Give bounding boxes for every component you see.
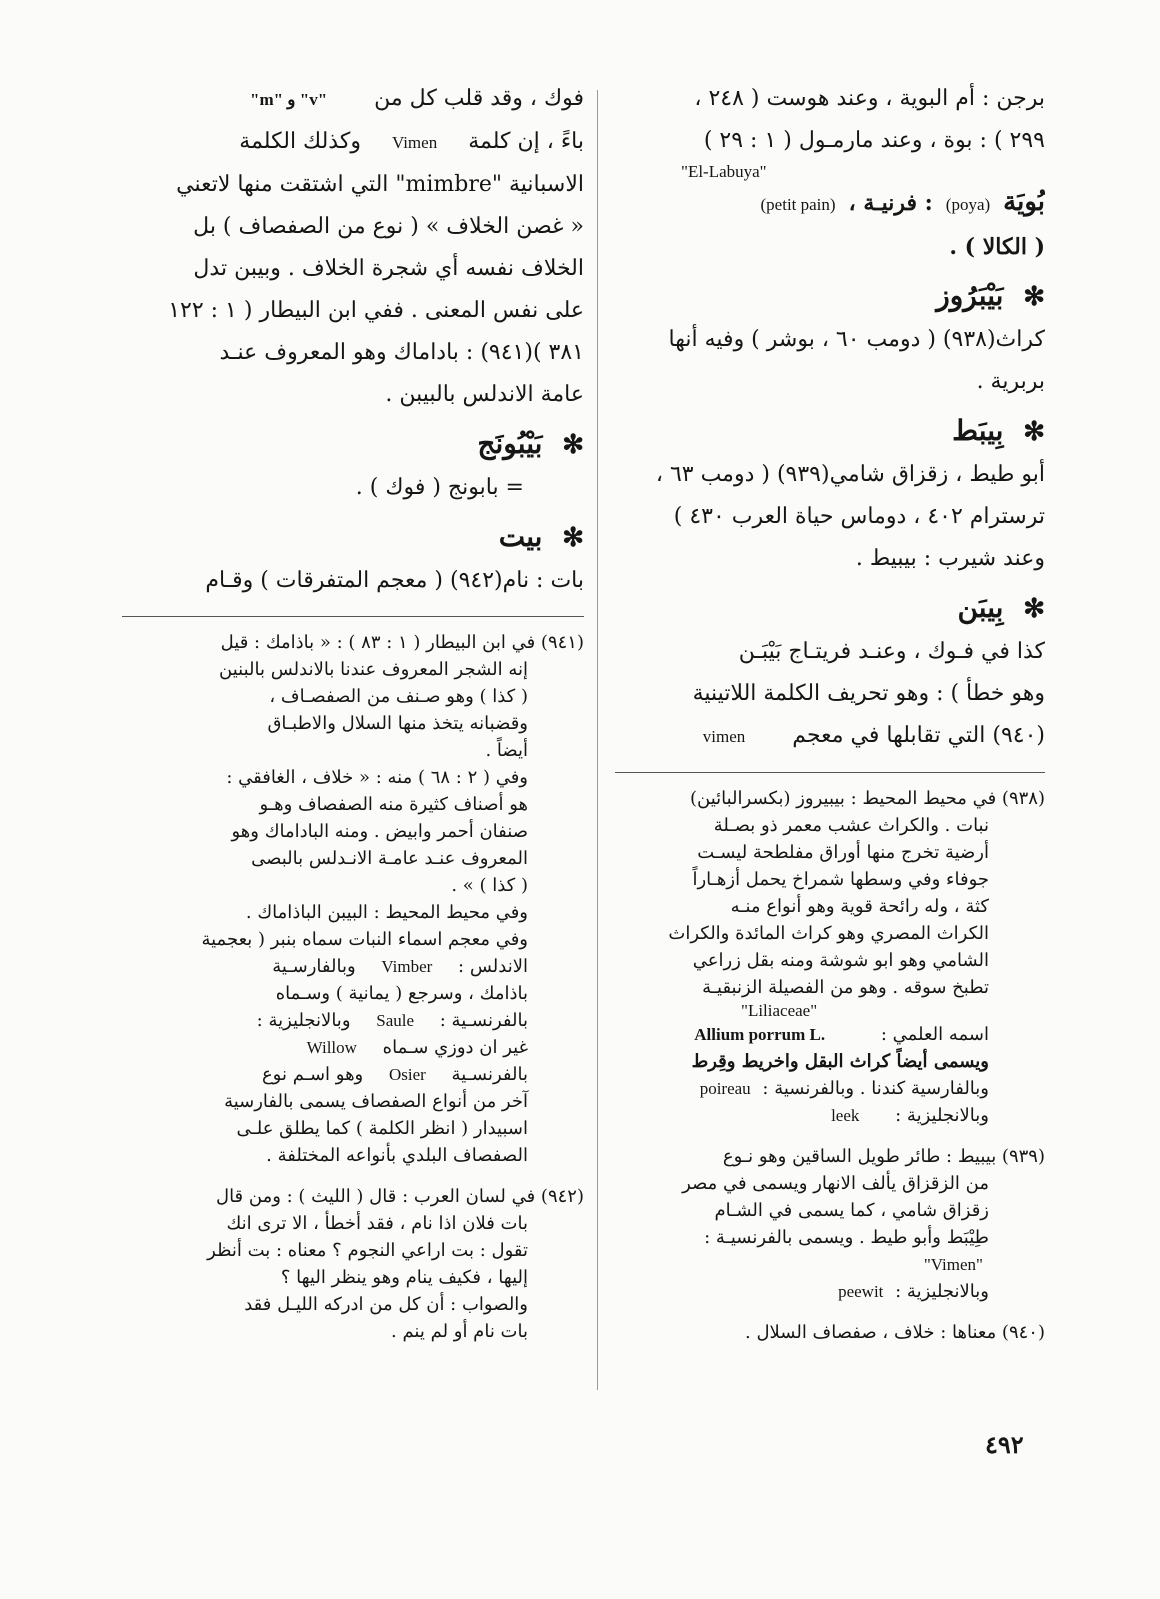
footnote-line: وفي ( ٢ : ٦٨ ) منه : « خلاف ، الغافقي : [226, 767, 528, 788]
text-line: على نفس المعنى . ففي ابن البيطار ( ١ : ١٢٢ [168, 298, 584, 323]
text-fragment: اسمه العلمي : [880, 1024, 989, 1045]
text-line: ( الكالا ) . [949, 234, 1045, 260]
latin-term: poireau [699, 1079, 751, 1098]
footnote-line: (٩٤٢) في لسان العرب : قال ( الليث ) : ومن قال [215, 1186, 584, 1207]
text-fragment: (٩٤٠) التي تقابلها في معجم [792, 723, 1045, 748]
text-fragment: وبالانجليزية : [895, 1105, 989, 1126]
right-column [615, 78, 1045, 1346]
text-fragment: غير ان دوزي سـماه [382, 1037, 528, 1058]
footnote-line [615, 1021, 1045, 1048]
footnote-line: ( كذا ) وهو صـنف من الصفصـاف ، [269, 686, 528, 707]
footnote-line [122, 1007, 584, 1034]
headword-text: بِيبَن [957, 591, 1004, 624]
text-line: وهو خطأ ) : وهو تحريف الكلمة اللاتينية [692, 681, 1045, 706]
footnote-line [122, 953, 584, 980]
asterisk-icon: ✻ [562, 523, 584, 553]
footnote-line: (٩٤١) في ابن البيطار ( ١ : ٨٣ ) : « باذامك : قيل [220, 632, 584, 653]
latin-term: Willow [306, 1038, 357, 1057]
spacer [122, 1169, 584, 1183]
text-line: « غصن الخلاف » ( نوع من الصفصاف ) بل [193, 214, 584, 239]
latin-term: Vimen [391, 133, 438, 152]
text-line: كذا في فـوك ، وعنـد فريتـاج بَيْبَـن [738, 639, 1045, 664]
text-line: = بابونج ( فوك ) . [355, 475, 524, 500]
latin-term: "El-Labuya" [681, 162, 767, 181]
footnote-line: إنه الشجر المعروف عندنا بالاندلس بالبنين [219, 659, 528, 680]
text-fragment: بالفرنسـية [451, 1064, 528, 1085]
footnote-line [615, 1001, 1045, 1021]
footnote-line: ( كذا ) » . [451, 875, 528, 896]
text-line: ٣٨١ )(٩٤١) : باداماك وهو المعروف عنـد [219, 340, 584, 365]
footnote-line: وفي محيط المحيط : البيبن الباذاماك . [245, 902, 528, 923]
footnote-line: إليها ، فكيف ينام وهو ينظر اليها ؟ [280, 1267, 528, 1288]
footnote-line [615, 1102, 1045, 1129]
text-fragment: الاندلس : [458, 956, 528, 977]
footnote-line: (٩٣٩) بيبيط : طائر طويل الساقين وهو نـوع [722, 1146, 1045, 1167]
footnote-separator [615, 772, 1045, 773]
latin-term: "m" و "v" [250, 90, 328, 109]
text-fragment: وبالفارسية كندنا . وبالفرنسية : [762, 1078, 989, 1099]
headword-text: بَيْبُونَج [477, 427, 543, 460]
footnote-line: أيضاً . [485, 740, 528, 761]
text-line [615, 715, 1045, 758]
text-fragment: فوك ، وقد قلب كل من [374, 86, 584, 111]
text-line: كراث(٩٣٨) ( دومب ٦٠ ، بوشر ) وفيه أنها [668, 327, 1045, 352]
footnote-line: جوفاء وفي وسطها شمراخ يحمل أزهـاراً [692, 869, 989, 890]
footnote-line: المعروف عنـد عامـة الانـدلس بالبصى [251, 848, 528, 869]
latin-term: (petit pain) [760, 195, 836, 214]
asterisk-icon: ✻ [1023, 282, 1045, 312]
spacer [615, 1129, 1045, 1143]
text-line: عامة الاندلس بالبيبن . [385, 382, 584, 407]
text-line [615, 162, 1045, 181]
text-line: ترسترام ٤٠٢ ، دوماس حياة العرب ٤٣٠ ) [673, 504, 1045, 529]
text-line: برجن : أم البوية ، وعند هوست ( ٢٤٨ ، [694, 86, 1045, 111]
footnote-line: صنفان أحمر وابيض . ومنه الباداماك وهو [231, 821, 528, 842]
spacer [615, 1305, 1045, 1319]
footnote-line: بات فلان اذا نام ، فقد أخطأ ، الا ترى انك [226, 1213, 528, 1234]
latin-term: leek [831, 1106, 860, 1125]
latin-term: "Vimen" [923, 1255, 983, 1274]
text-fragment: وكذلك الكلمة [239, 129, 361, 154]
headword-text: بِيبَط [952, 414, 1004, 447]
latin-term: (poya) [945, 195, 991, 214]
footnote-line: وفي معجم اسماء النبات سماه بنبر ( بعجمية [201, 929, 528, 950]
text-line [122, 78, 584, 121]
text-line: أبو طيط ، زقزاق شامي(٩٣٩) ( دومب ٦٣ ، [655, 462, 1045, 487]
latin-term: Vimber [381, 957, 433, 976]
text-fragment: وهو اسـم نوع [261, 1064, 364, 1085]
footnote-line: الكراث المصري وهو كراث المائدة والكراث [668, 923, 989, 944]
latin-term: "Liliaceae" [741, 1001, 818, 1020]
text-fragment: باءً ، إن كلمة [468, 129, 584, 154]
footnote-line [615, 1278, 1045, 1305]
text-line: بربرية . [976, 369, 1045, 394]
text-fragment: وبالفارسـية [272, 956, 356, 977]
footnote-line: (٩٣٨) في محيط المحيط : بيبيروز (بكسرالبائين) [689, 788, 1045, 809]
text-fragment: : فرنيـة ، [848, 190, 933, 216]
page-number: ٤٩٢ [985, 1430, 1024, 1459]
footnote-line: وقضبانه يتخذ منها السلال والاطبـاق [267, 713, 528, 734]
latin-term: peewit [838, 1282, 884, 1301]
footnote-line: الشامي وهو ابو شوشة ومنه بقل زراعي [692, 950, 989, 971]
footnote-line: من الزقزاق يألف الانهار ويسمى في مصر [682, 1173, 989, 1194]
footnote-line: اسبيدار ( انظر الكلمة ) كما يطلق علـى [236, 1118, 528, 1139]
footnote-line [122, 1034, 584, 1061]
text-line: وعند شيرب : بيبيط . [855, 546, 1045, 571]
latin-term: vimen [702, 727, 746, 746]
latin-term: Allium porrum L. [694, 1025, 826, 1044]
footnote-line: (٩٤٠) معناها : خلاف ، صفصاف السلال . [745, 1322, 1045, 1343]
footnote-line [615, 1251, 1045, 1278]
footnote-separator [122, 616, 584, 617]
latin-term: Saule [376, 1011, 415, 1030]
footnote-line: بات نام أو لم ينم . [391, 1321, 528, 1342]
text-line [615, 181, 1045, 226]
entry-headword [615, 274, 1045, 319]
footnote-line: الصفصاف البلدي بأنواعه المختلفة . [266, 1145, 528, 1166]
text-fragment: وبالانجليزية : [895, 1281, 989, 1302]
footnote-line: طِيْبَط وأبو طيط . ويسمى بالفرنسيـة : [704, 1227, 989, 1248]
footnote-line: زقزاق شامي ، كما يسمى في الشـام [714, 1200, 989, 1221]
footnote-line [122, 1061, 584, 1088]
footnote-line: ويسمى أيضاً كراث البقل واخريط وقِرط [691, 1051, 989, 1072]
latin-term: Osier [388, 1065, 426, 1084]
entry-headword [615, 586, 1045, 631]
text-fragment: بالفرنسـية : [439, 1010, 528, 1031]
footnote-line: تطبخ سوقه . وهو من الفصيلة الزنبقيـة [702, 977, 989, 998]
headword-text: بَيْبَرُوز [936, 279, 1004, 312]
asterisk-icon: ✻ [1023, 417, 1045, 447]
asterisk-icon: ✻ [562, 430, 584, 460]
asterisk-icon: ✻ [1023, 594, 1045, 624]
headword-text: بيت [498, 520, 543, 553]
footnote-line: آخر من أنواع الصفصاف يسمى بالفارسية [224, 1091, 528, 1112]
text-line [122, 121, 584, 164]
text-line: بات : نام(٩٤٢) ( معجم المتفرقات ) وقـام [205, 568, 584, 593]
text-line: ٢٩٩ ) : بوة ، وعند مارمـول ( ١ : ٢٩ ) [703, 128, 1045, 153]
text-fragment: وبالانجليزية : [256, 1010, 351, 1031]
footnote-line: تقول : بت اراعي النجوم ؟ معناه : بت أنظر [207, 1240, 528, 1261]
footnote-line: والصواب : أن كل من ادركه الليـل فقد [244, 1294, 528, 1315]
column-divider [597, 90, 598, 1390]
text-line: الاسبانية "mimbre" التي اشتقت منها لاتعني [176, 172, 584, 197]
footnote-line: نبات . والكراث عشب معمر ذو بصـلة [713, 815, 989, 836]
footnote-line: كثة ، وله رائحة قوية وهو أنواع منـه [730, 896, 989, 917]
entry-headword [122, 422, 584, 467]
entry-headword [122, 515, 584, 560]
headword-inline: بُويَة [1003, 187, 1045, 217]
footnote-line: باذامك ، وسرجع ( يمانية ) وسـماه [275, 983, 528, 1004]
left-column [122, 78, 584, 1345]
entry-headword [615, 409, 1045, 454]
text-line: الخلاف نفسه أي شجرة الخلاف . وبيبن تدل [193, 256, 584, 281]
footnote-line [615, 1075, 1045, 1102]
footnote-line: أرضية تخرج منها أوراق مفلطحة ليسـت [697, 842, 989, 863]
footnote-line: هو أصناف كثيرة منه الصفصاف وهـو [259, 794, 528, 815]
